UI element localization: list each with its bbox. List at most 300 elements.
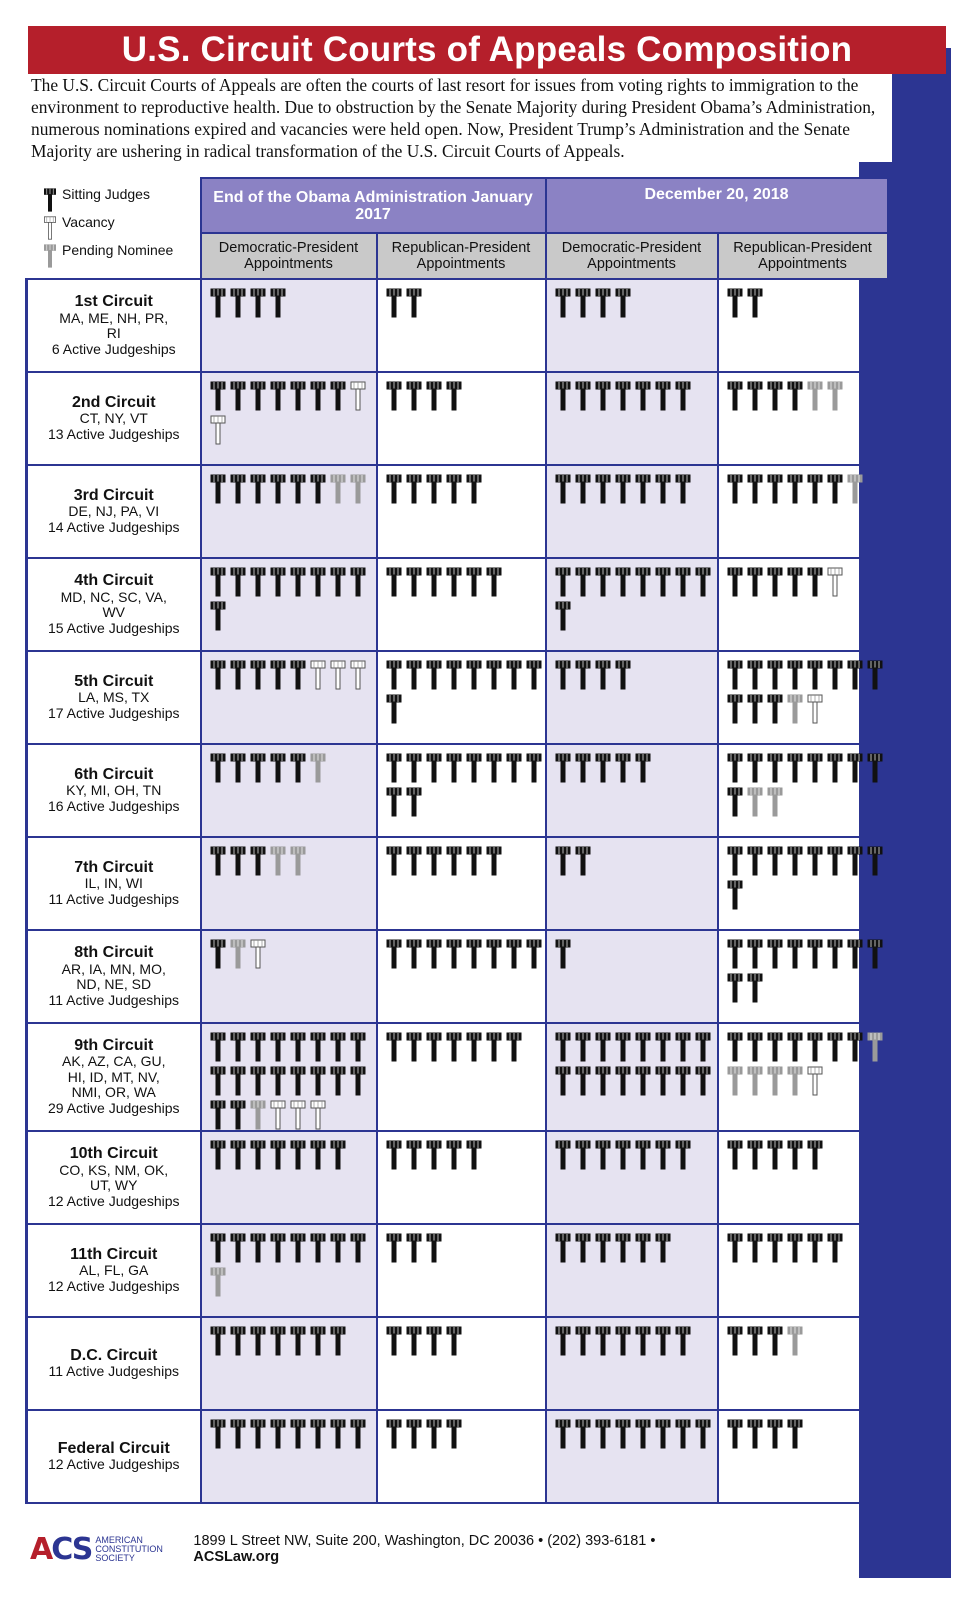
gavel-group <box>378 1024 548 1062</box>
gavel-group <box>378 745 548 817</box>
gavel-sitting-icon <box>248 1233 268 1263</box>
cell-obama-dem <box>201 1131 377 1224</box>
gavel-sitting-icon <box>424 474 444 504</box>
gavel-sitting-icon <box>268 1032 288 1062</box>
gavel-sitting-icon <box>248 1326 268 1356</box>
gavel-sitting-icon <box>248 660 268 690</box>
gavel-sitting-icon <box>248 846 268 876</box>
circuit-name: 5th Circuit <box>74 672 154 690</box>
gavel-sitting-icon <box>444 753 464 783</box>
gavel-group <box>547 652 717 690</box>
circuit-name: 11th Circuit <box>70 1245 158 1263</box>
gavel-sitting-icon <box>573 1233 593 1263</box>
gavel-vacancy-icon <box>308 1100 328 1130</box>
gavel-vacancy-icon <box>348 660 368 690</box>
gavel-group <box>378 466 548 504</box>
gavel-sitting-icon <box>404 787 424 817</box>
gavel-sitting-icon <box>228 1066 248 1096</box>
gavel-sitting-icon <box>208 1100 228 1130</box>
gavel-sitting-icon <box>725 939 745 969</box>
circuit-label <box>27 1023 201 1131</box>
cell-obama-dem <box>201 651 377 744</box>
gavel-sitting-icon <box>613 1326 633 1356</box>
circuit-label <box>27 558 201 651</box>
cell-now-rep <box>718 1410 888 1503</box>
gavel-sitting-icon <box>653 381 673 411</box>
gavel-sitting-icon <box>404 1419 424 1449</box>
gavel-sitting-icon <box>613 1419 633 1449</box>
gavel-sitting-icon <box>228 1140 248 1170</box>
gavel-sitting-icon <box>673 1326 693 1356</box>
circuit-row <box>27 744 888 837</box>
gavel-sitting-icon <box>825 1032 845 1062</box>
circuit-label <box>27 651 201 744</box>
gavel-vacancy-icon <box>308 660 328 690</box>
gavel-sitting-icon <box>384 381 404 411</box>
gavel-sitting-icon <box>865 660 885 690</box>
gavel-sitting-icon <box>288 381 308 411</box>
circuit-name: D.C. Circuit <box>70 1346 158 1364</box>
gavel-sitting-icon <box>785 753 805 783</box>
circuit-name: 8th Circuit <box>74 944 154 961</box>
gavel-vacancy-icon <box>348 381 368 411</box>
gavel-sitting-icon <box>765 660 785 690</box>
gavel-sitting-icon <box>553 1419 573 1449</box>
gavel-sitting-icon <box>404 474 424 504</box>
legend-sitting-label: Sitting Judges <box>62 186 150 202</box>
gavel-pending-icon <box>785 1326 805 1356</box>
circuit-row <box>27 1410 888 1503</box>
gavel-sitting-icon <box>444 567 464 597</box>
gavel-pending-icon <box>348 474 368 504</box>
circuit-states: MA, ME, NH, PR, RI <box>59 309 169 341</box>
gavel-sitting-icon <box>745 753 765 783</box>
gavel-group <box>719 1411 889 1449</box>
gavel-group <box>719 466 889 504</box>
circuit-label <box>27 1224 201 1317</box>
gavel-sitting-icon <box>593 753 613 783</box>
gavel-pending-icon <box>42 242 62 271</box>
legend-pending <box>42 242 202 270</box>
gavel-sitting-icon <box>673 474 693 504</box>
gavel-sitting-icon <box>504 1032 524 1062</box>
gavel-sitting-icon <box>208 567 228 597</box>
gavel-sitting-icon <box>384 753 404 783</box>
gavel-sitting-icon <box>633 753 653 783</box>
gavel-sitting-icon <box>464 474 484 504</box>
gavel-sitting-icon <box>673 1032 693 1062</box>
gavel-sitting-icon <box>404 660 424 690</box>
cell-now-dem <box>546 1131 718 1224</box>
gavel-sitting-icon <box>593 381 613 411</box>
gavel-group <box>547 280 717 318</box>
gavel-sitting-icon <box>424 753 444 783</box>
gavel-sitting-icon <box>653 474 673 504</box>
gavel-sitting-icon <box>673 1140 693 1170</box>
cell-now-dem <box>546 465 718 558</box>
gavel-group <box>202 745 372 783</box>
gavel-sitting-icon <box>328 1032 348 1062</box>
gavel-sitting-icon <box>268 567 288 597</box>
gavel-sitting-icon <box>208 1419 228 1449</box>
gavel-sitting-icon <box>725 787 745 817</box>
gavel-group <box>719 652 889 724</box>
gavel-sitting-icon <box>42 186 62 215</box>
circuit-states: MD, NC, SC, VA, WV <box>60 588 167 620</box>
period-header-2018: December 20, 2018 <box>546 178 888 233</box>
gavel-sitting-icon <box>208 1032 228 1062</box>
col-header-obama-dem: Democratic-President Appointments <box>201 233 377 279</box>
gavel-vacancy-icon <box>825 567 845 597</box>
gavel-sitting-icon <box>865 753 885 783</box>
circuit-judgeships: 12 Active Judgeships <box>47 1456 180 1472</box>
cell-obama-rep <box>377 372 546 465</box>
circuit-states: AR, IA, MN, MO, ND, NE, SD <box>61 960 166 992</box>
circuit-row <box>27 1317 888 1410</box>
circuit-states: IL, IN, WI <box>84 875 143 892</box>
gavel-sitting-icon <box>845 846 865 876</box>
circuit-label <box>27 1317 201 1410</box>
cell-now-rep <box>718 1317 888 1410</box>
gavel-sitting-icon <box>573 660 593 690</box>
gavel-sitting-icon <box>484 846 504 876</box>
intro-paragraph: The U.S. Circuit Courts of Appeals are often the courts of last resort for issues from voting rights to immigration to the environment to reproductive health. Due to obstruction by the Senate Majority during President Obama’s Administration, numerous nominations expired and vacancies were held open. Now, President Trump’s Administration and the Senate Majority are ushering in radical transformation of the U.S. Circuit Courts of Appeals. <box>31 74 892 162</box>
gavel-vacancy-icon <box>42 216 58 240</box>
gavel-sitting-icon <box>553 1233 573 1263</box>
cell-now-dem <box>546 1224 718 1317</box>
gavel-sitting-icon <box>484 753 504 783</box>
gavel-vacancy-icon <box>328 660 348 690</box>
gavel-vacancy-icon <box>42 214 62 243</box>
cell-obama-rep <box>377 1131 546 1224</box>
col-header-obama-rep: Republican-President Appointments <box>377 233 546 279</box>
circuit-judgeships: 6 Active Judgeships <box>51 340 176 357</box>
gavel-group <box>378 931 548 969</box>
gavel-group <box>547 466 717 504</box>
circuit-judgeships: 11 Active Judgeships <box>48 890 179 907</box>
circuit-row <box>27 651 888 744</box>
cell-now-rep <box>718 744 888 837</box>
gavel-pending-icon <box>745 787 765 817</box>
gavel-sitting-icon <box>464 567 484 597</box>
circuit-name: Federal Circuit <box>57 1439 170 1457</box>
gavel-sitting-icon <box>613 474 633 504</box>
gavel-sitting-icon <box>424 939 444 969</box>
gavel-sitting-icon <box>825 846 845 876</box>
gavel-sitting-icon <box>348 1419 368 1449</box>
gavel-sitting-icon <box>573 846 593 876</box>
gavel-group <box>719 373 889 411</box>
cell-now-dem <box>546 837 718 930</box>
gavel-sitting-icon <box>805 939 825 969</box>
gavel-group <box>719 280 889 318</box>
gavel-sitting-icon <box>328 567 348 597</box>
gavel-sitting-icon <box>308 1140 328 1170</box>
gavel-sitting-icon <box>384 1140 404 1170</box>
gavel-sitting-icon <box>573 474 593 504</box>
gavel-group <box>202 559 372 631</box>
circuit-judgeships: 12 Active Judgeships <box>47 1192 180 1209</box>
gavel-sitting-icon <box>248 474 268 504</box>
gavel-sitting-icon <box>484 1032 504 1062</box>
gavel-sitting-icon <box>404 1032 424 1062</box>
circuit-label <box>27 930 201 1023</box>
gavel-sitting-icon <box>573 288 593 318</box>
gavel-sitting-icon <box>553 567 573 597</box>
gavel-sitting-icon <box>633 474 653 504</box>
website-link[interactable]: ACSLaw.org <box>193 1549 280 1565</box>
gavel-sitting-icon <box>865 939 885 969</box>
gavel-sitting-icon <box>228 1100 248 1130</box>
footer <box>28 1520 718 1578</box>
cell-obama-dem <box>201 372 377 465</box>
gavel-sitting-icon <box>693 567 713 597</box>
gavel-pending-icon <box>228 939 248 969</box>
gavel-sitting-icon <box>573 1326 593 1356</box>
gavel-pending-icon <box>845 474 865 504</box>
circuit-name: 10th Circuit <box>69 1145 158 1162</box>
gavel-sitting-icon <box>765 753 785 783</box>
gavel-group <box>378 838 548 876</box>
gavel-sitting-icon <box>424 846 444 876</box>
legend-sitting <box>42 186 202 214</box>
gavel-sitting-icon <box>845 1032 865 1062</box>
gavel-sitting-icon <box>404 753 424 783</box>
gavel-sitting-icon <box>208 660 228 690</box>
gavel-sitting-icon <box>464 660 484 690</box>
gavel-sitting-icon <box>825 660 845 690</box>
gavel-sitting-icon <box>553 474 573 504</box>
circuit-judgeships: 14 Active Judgeships <box>47 518 180 535</box>
page-title: U.S. Circuit Courts of Appeals Composition <box>28 26 946 74</box>
gavel-sitting-icon <box>248 1140 268 1170</box>
gavel-sitting-icon <box>613 381 633 411</box>
gavel-sitting-icon <box>288 1032 308 1062</box>
gavel-sitting-icon <box>765 939 785 969</box>
gavel-sitting-icon <box>725 973 745 1003</box>
gavel-sitting-icon <box>573 567 593 597</box>
circuit-row <box>27 1224 888 1317</box>
circuit-row <box>27 372 888 465</box>
gavel-sitting-icon <box>593 1066 613 1096</box>
gavel-group <box>719 559 889 597</box>
gavel-sitting-icon <box>328 1066 348 1096</box>
gavel-sitting-icon <box>208 939 228 969</box>
gavel-sitting-icon <box>308 1419 328 1449</box>
gavel-sitting-icon <box>404 381 424 411</box>
cell-obama-rep <box>377 465 546 558</box>
gavel-pending-icon <box>328 474 348 504</box>
gavel-sitting-icon <box>765 381 785 411</box>
address-text: 1899 L Street NW, Suite 200, Washington, DC 20036 • (202) 393-6181 • <box>193 1533 656 1549</box>
gavel-sitting-icon <box>228 474 248 504</box>
cell-now-rep <box>718 837 888 930</box>
gavel-sitting-icon <box>308 567 328 597</box>
circuit-label <box>27 279 201 372</box>
gavel-sitting-icon <box>208 1233 228 1263</box>
gavel-sitting-icon <box>825 753 845 783</box>
cell-obama-dem <box>201 1023 377 1131</box>
gavel-sitting-icon <box>404 1140 424 1170</box>
gavel-sitting-icon <box>805 753 825 783</box>
gavel-sitting-icon <box>633 567 653 597</box>
gavel-group <box>202 1132 372 1170</box>
circuit-name: 9th Circuit <box>74 1036 154 1054</box>
circuit-judgeships: 13 Active Judgeships <box>47 425 180 442</box>
gavel-pending-icon <box>865 1032 885 1062</box>
gavel-pending-icon <box>785 694 805 724</box>
cell-obama-dem <box>201 558 377 651</box>
gavel-sitting-icon <box>573 381 593 411</box>
composition-table <box>25 177 886 1514</box>
gavel-sitting-icon <box>725 753 745 783</box>
gavel-sitting-icon <box>725 567 745 597</box>
gavel-sitting-icon <box>593 1326 613 1356</box>
acs-logo <box>30 1532 165 1567</box>
gavel-group <box>719 1318 889 1356</box>
gavel-sitting-icon <box>248 1066 268 1096</box>
gavel-sitting-icon <box>308 474 328 504</box>
gavel-group <box>378 652 548 724</box>
gavel-sitting-icon <box>248 1032 268 1062</box>
gavel-sitting-icon <box>228 846 248 876</box>
gavel-sitting-icon <box>308 1032 328 1062</box>
gavel-sitting-icon <box>444 1140 464 1170</box>
gavel-sitting-icon <box>288 1233 308 1263</box>
gavel-sitting-icon <box>328 1140 348 1170</box>
gavel-sitting-icon <box>268 288 288 318</box>
gavel-sitting-icon <box>785 1140 805 1170</box>
gavel-pending-icon <box>308 753 328 783</box>
gavel-sitting-icon <box>593 1233 613 1263</box>
gavel-sitting-icon <box>785 474 805 504</box>
gavel-sitting-icon <box>248 753 268 783</box>
gavel-sitting-icon <box>825 1233 845 1263</box>
gavel-sitting-icon <box>745 1419 765 1449</box>
gavel-sitting-icon <box>384 1233 404 1263</box>
gavel-sitting-icon <box>464 1140 484 1170</box>
gavel-group <box>202 1225 372 1297</box>
gavel-sitting-icon <box>248 567 268 597</box>
gavel-sitting-icon <box>745 694 765 724</box>
gavel-sitting-icon <box>444 1032 464 1062</box>
cell-now-rep <box>718 1023 888 1131</box>
gavel-sitting-icon <box>745 939 765 969</box>
legend-vacancy-label: Vacancy <box>62 214 115 230</box>
gavel-sitting-icon <box>725 846 745 876</box>
gavel-vacancy-icon <box>805 694 825 724</box>
gavel-sitting-icon <box>288 1140 308 1170</box>
gavel-sitting-icon <box>765 1419 785 1449</box>
gavel-vacancy-icon <box>805 1066 825 1096</box>
gavel-sitting-icon <box>208 1326 228 1356</box>
gavel-sitting-icon <box>464 1032 484 1062</box>
gavel-sitting-icon <box>288 753 308 783</box>
gavel-sitting-icon <box>268 1233 288 1263</box>
gavel-sitting-icon <box>348 567 368 597</box>
gavel-pending-icon <box>825 381 845 411</box>
circuit-name: 1st Circuit <box>74 293 153 310</box>
logo-mark: ACS <box>30 1531 92 1567</box>
gavel-sitting-icon <box>484 660 504 690</box>
gavel-sitting-icon <box>524 660 544 690</box>
gavel-sitting-icon <box>633 1326 653 1356</box>
gavel-sitting-icon <box>693 1066 713 1096</box>
cell-now-rep <box>718 372 888 465</box>
gavel-sitting-icon <box>424 567 444 597</box>
circuit-row <box>27 558 888 651</box>
gavel-sitting-icon <box>228 567 248 597</box>
gavel-sitting-icon <box>308 1066 328 1096</box>
gavel-sitting-icon <box>633 1419 653 1449</box>
cell-now-rep <box>718 279 888 372</box>
circuit-judgeships: 16 Active Judgeships <box>47 797 180 814</box>
gavel-pending-icon <box>805 381 825 411</box>
gavel-sitting-icon <box>765 474 785 504</box>
gavel-sitting-icon <box>805 1233 825 1263</box>
gavel-sitting-icon <box>228 1233 248 1263</box>
gavel-sitting-icon <box>653 1066 673 1096</box>
cell-now-rep <box>718 651 888 744</box>
circuit-label <box>27 837 201 930</box>
gavel-sitting-icon <box>633 1066 653 1096</box>
gavel-group <box>202 1318 372 1356</box>
gavel-group <box>547 1411 717 1449</box>
gavel-sitting-icon <box>444 381 464 411</box>
gavel-sitting-icon <box>553 381 573 411</box>
gavel-sitting-icon <box>553 753 573 783</box>
gavel-group <box>378 1411 548 1449</box>
gavel-sitting-icon <box>805 846 825 876</box>
cell-obama-rep <box>377 1023 546 1131</box>
circuit-row <box>27 1023 888 1131</box>
gavel-sitting-icon <box>208 846 228 876</box>
gavel-sitting-icon <box>208 601 228 631</box>
gavel-sitting-icon <box>553 1140 573 1170</box>
gavel-sitting-icon <box>504 753 524 783</box>
gavel-sitting-icon <box>348 1032 368 1062</box>
gavel-vacancy-icon <box>208 415 228 445</box>
gavel-sitting-icon <box>725 1032 745 1062</box>
gavel-sitting-icon <box>288 1066 308 1096</box>
gavel-sitting-icon <box>553 660 573 690</box>
circuit-judgeships: 15 Active Judgeships <box>47 619 180 636</box>
circuit-states: KY, MI, OH, TN <box>66 782 162 799</box>
gavel-sitting-icon <box>725 381 745 411</box>
gavel-sitting-icon <box>613 1140 633 1170</box>
gavel-sitting-icon <box>845 753 865 783</box>
gavel-sitting-icon <box>825 939 845 969</box>
circuit-label <box>27 372 201 465</box>
gavel-group <box>378 373 548 411</box>
gavel-sitting-icon <box>745 846 765 876</box>
gavel-sitting-icon <box>785 1233 805 1263</box>
gavel-sitting-icon <box>328 1233 348 1263</box>
cell-obama-rep <box>377 1224 546 1317</box>
circuit-row <box>27 930 888 1023</box>
gavel-sitting-icon <box>653 1326 673 1356</box>
circuit-states: CT, NY, VT <box>79 410 148 427</box>
circuit-judgeships: 11 Active Judgeships <box>48 991 179 1008</box>
gavel-sitting-icon <box>745 288 765 318</box>
cell-now-dem <box>546 1410 718 1503</box>
gavel-sitting-icon <box>464 753 484 783</box>
circuit-states: AL, FL, GA <box>79 1262 149 1279</box>
gavel-sitting-icon <box>825 474 845 504</box>
gavel-sitting-icon <box>845 660 865 690</box>
gavel-sitting-icon <box>745 474 765 504</box>
gavel-sitting-icon <box>384 787 404 817</box>
